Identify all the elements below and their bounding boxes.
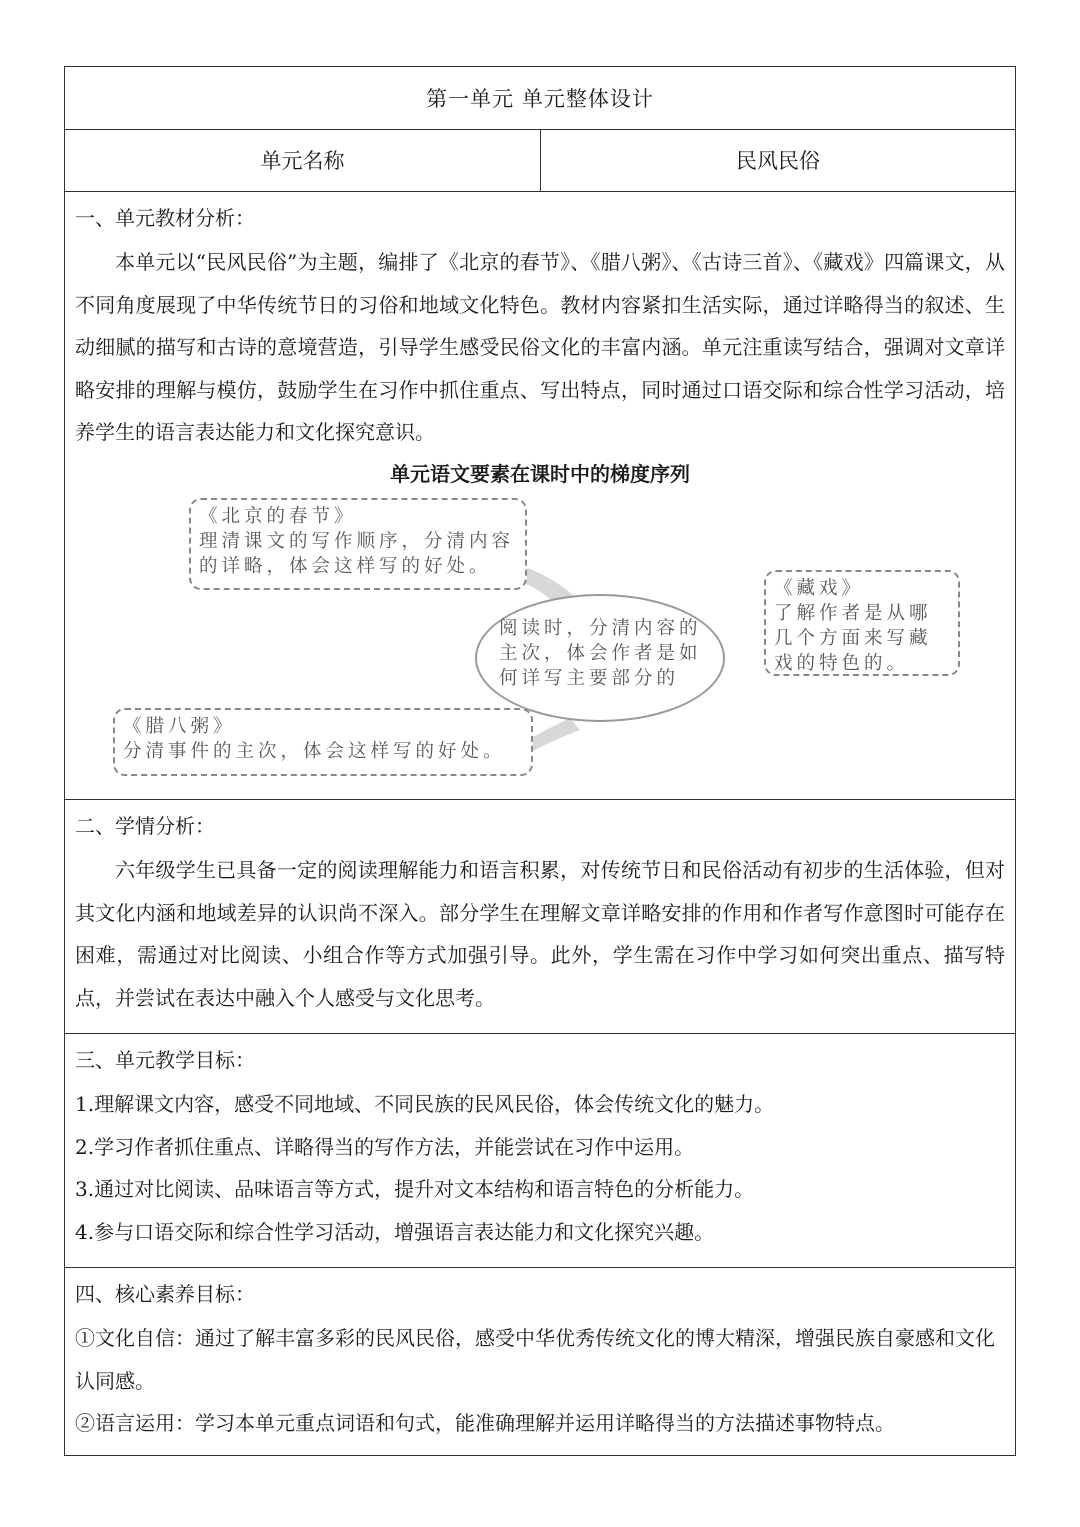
- unit-name-row: [65, 129, 1015, 191]
- goal-item: 1.理解课文内容，感受不同地域、不同民族的民风民俗，体会传统文化的魅力。: [75, 1092, 775, 1116]
- goal-item: 2.学习作者抓住重点、详略得当的写作方法，并能尝试在习作中运用。: [75, 1134, 695, 1159]
- divider: [65, 1033, 1015, 1034]
- section-heading: 二、学情分析：: [75, 814, 215, 838]
- unit-name-value: 民风民俗: [736, 149, 820, 173]
- goal-item: 3.通过对比阅读、品味语言等方式，提升对文本结构和语言特色的分析能力。: [75, 1177, 755, 1201]
- node-center-element: 阅读时，分清内容的主次，体会作者是如何详写主要部分的: [475, 594, 725, 722]
- node-laba-porridge: [113, 708, 533, 776]
- divider: [65, 191, 1015, 192]
- diagram-title: 单元语文要素在课时中的梯度序列: [390, 461, 690, 486]
- node-text: 了解作者是从哪几个方面来写藏戏的特色的。: [774, 602, 932, 674]
- node-title: 《北京的春节》: [199, 505, 357, 527]
- section-student-analysis: [65, 803, 1015, 1031]
- page-title: 第一单元 单元整体设计: [426, 87, 654, 111]
- mind-map-diagram: [75, 494, 1005, 794]
- node-text: 分清事件的主次，体会这样写的好处。: [123, 740, 506, 762]
- section-paragraph: 本单元以“民风民俗”为主题，编排了《北京的春节》、《腊八粥》、《古诗三首》、《藏戏》四篇课文，从不同角度展现了中华传统节日的习俗和地域文化特色。教材内容紧扣生活实际，通过详略得当的叙述、生动细腻的描写和古诗的意境营造，引导学生感受民俗文化的丰富内涵。单元注重读写结合，强调对文章详略安排的理解与模仿，鼓励学生在习作中抓住重点、写出特点，同时通过口语交际和综合性学习活动，培养学生的语言表达能力和文化探究意识。: [75, 250, 1005, 444]
- node-beijing-spring: [189, 498, 527, 590]
- section-teaching-goals: [65, 1037, 1015, 1265]
- section-heading: 三、单元教学目标：: [75, 1048, 255, 1072]
- node-text: 理清课文的写作顺序，分清内容的详略，体会这样写的好处。: [199, 530, 515, 577]
- node-title: 《藏戏》: [774, 577, 865, 599]
- section-heading: 四、核心素养目标：: [75, 1282, 255, 1306]
- literacy-item: ②语言运用：学习本单元重点词语和句式，能准确理解并运用详略得当的方法描述事物特点。: [75, 1411, 895, 1435]
- divider: [65, 1267, 1015, 1268]
- unit-name-label: 单元名称: [65, 129, 541, 191]
- section-core-literacy-goals: [65, 1271, 1015, 1451]
- goal-item: 4.参与口语交际和综合性学习活动，增强语言表达能力和文化探究兴趣。: [75, 1219, 715, 1244]
- section-paragraph: 六年级学生已具备一定的阅读理解能力和语言积累，对传统节日和民俗活动有初步的生活体验，但对其文化内涵和地域差异的认识尚不深入。部分学生在理解文章详略安排的作用和作者写作意图时可能存在困难，需通过对比阅读、小组合作等方式加强引导。此外，学生需在习作中学习如何突出重点、描写特点，并尝试在表达中融入个人感受与文化思考。: [75, 858, 1005, 1010]
- unit-design-table: [64, 66, 1016, 1456]
- node-title: 《腊八粥》: [123, 715, 236, 737]
- section-textbook-analysis: [65, 195, 1015, 799]
- node-zangxi: [764, 570, 960, 676]
- divider: [65, 799, 1015, 800]
- literacy-item: ①文化自信：通过了解丰富多彩的民风民俗，感受中华优秀传统文化的博大精深，增强民族自豪感和文化认同感。: [75, 1326, 995, 1393]
- section-heading: 一、单元教材分析：: [75, 206, 255, 230]
